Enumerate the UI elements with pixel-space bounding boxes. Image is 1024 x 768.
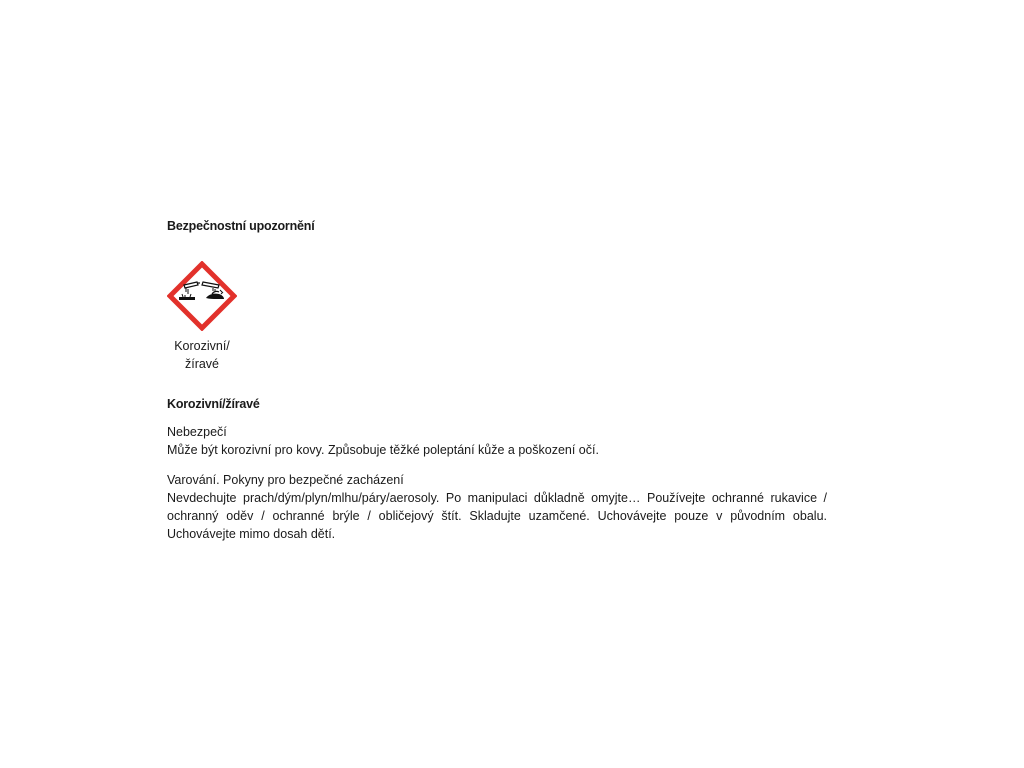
pictogram-caption-line1: Korozivní/ — [174, 339, 230, 353]
precaution-block — [167, 471, 827, 543]
corrosive-icon — [167, 261, 237, 331]
precaution-heading: Varování. Pokyny pro bezpečné zacházení — [167, 473, 404, 487]
safety-section — [167, 217, 827, 551]
pictogram-caption-line2: žíravé — [184, 357, 220, 371]
hazard-heading: Korozivní/žíravé — [167, 397, 260, 411]
signal-word: Nebezpečí — [167, 425, 227, 439]
pictogram-caption — [167, 337, 237, 373]
precaution-text: Nevdechujte prach/dým/plyn/mlhu/páry/aerosoly. Po manipulaci důkladně omyjte… Používejte ochranné rukavice / ochranný oděv / ochranné brýle / obličejový štít. Skladujte uzamčené. Uchovávejte pouze v původním obalu. Uchovávejte mimo dosah dětí. — [167, 491, 827, 541]
pictogram — [167, 261, 237, 373]
section-heading: Bezpečnostní upozornění — [167, 219, 315, 233]
hazard-block — [167, 423, 827, 459]
hazard-statement: Může být korozivní pro kovy. Způsobuje těžké poleptání kůže a poškození očí. — [167, 443, 599, 457]
